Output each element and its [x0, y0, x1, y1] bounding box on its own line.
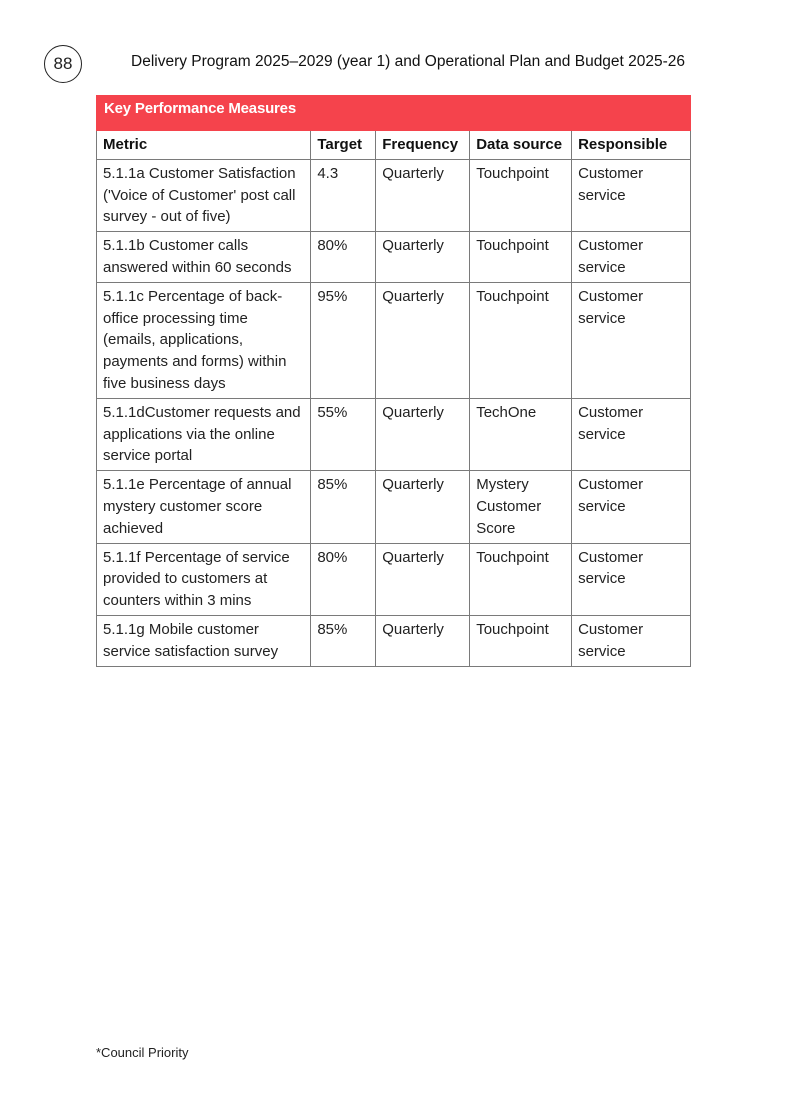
cell-metric: 5.1.1dCustomer requests and applications via the online service portal — [97, 398, 311, 470]
table-banner-row — [97, 96, 691, 131]
cell-responsible: Customer service — [572, 232, 691, 283]
cell-data-source: Touchpoint — [470, 282, 572, 398]
cell-metric: 5.1.1a Customer Satisfaction ('Voice of Customer' post call survey - out of five) — [97, 159, 311, 231]
table-row — [97, 615, 691, 666]
cell-frequency: Quarterly — [376, 615, 470, 666]
cell-frequency: Quarterly — [376, 471, 470, 543]
cell-data-source: Mystery Customer Score — [470, 471, 572, 543]
cell-frequency: Quarterly — [376, 159, 470, 231]
cell-target: 80% — [311, 543, 376, 615]
table-row — [97, 398, 691, 470]
column-header-metric: Metric — [97, 131, 311, 160]
table-row — [97, 159, 691, 231]
cell-responsible: Customer service — [572, 159, 691, 231]
cell-metric: 5.1.1b Customer calls answered within 60 seconds — [97, 232, 311, 283]
cell-target: 95% — [311, 282, 376, 398]
cell-frequency: Quarterly — [376, 232, 470, 283]
cell-target: 80% — [311, 232, 376, 283]
cell-target: 85% — [311, 471, 376, 543]
table-row — [97, 232, 691, 283]
cell-responsible: Customer service — [572, 615, 691, 666]
column-header-data-source: Data source — [470, 131, 572, 160]
column-header-target: Target — [311, 131, 376, 160]
cell-responsible: Customer service — [572, 282, 691, 398]
column-header-responsible: Responsible — [572, 131, 691, 160]
table-header-row — [97, 131, 691, 160]
document-title: Delivery Program 2025–2029 (year 1) and Operational Plan and Budget 2025-26 — [131, 53, 686, 70]
cell-metric: 5.1.1f Percentage of service provided to customers at counters within 3 mins — [97, 543, 311, 615]
cell-metric: 5.1.1g Mobile customer service satisfaction survey — [97, 615, 311, 666]
cell-data-source: Touchpoint — [470, 615, 572, 666]
cell-frequency: Quarterly — [376, 282, 470, 398]
table-row — [97, 543, 691, 615]
table-banner: Key Performance Measures — [97, 96, 691, 131]
cell-data-source: Touchpoint — [470, 543, 572, 615]
page-number-badge — [44, 45, 82, 83]
cell-responsible: Customer service — [572, 471, 691, 543]
cell-target: 85% — [311, 615, 376, 666]
key-performance-measures-table — [96, 95, 691, 667]
cell-frequency: Quarterly — [376, 543, 470, 615]
cell-data-source: TechOne — [470, 398, 572, 470]
table-row — [97, 471, 691, 543]
footnote-council-priority: *Council Priority — [96, 1045, 189, 1060]
cell-data-source: Touchpoint — [470, 232, 572, 283]
cell-frequency: Quarterly — [376, 398, 470, 470]
cell-responsible: Customer service — [572, 543, 691, 615]
cell-metric: 5.1.1e Percentage of annual mystery customer score achieved — [97, 471, 311, 543]
table-row — [97, 282, 691, 398]
cell-data-source: Touchpoint — [470, 159, 572, 231]
cell-target: 55% — [311, 398, 376, 470]
column-header-frequency: Frequency — [376, 131, 470, 160]
cell-metric: 5.1.1c Percentage of back-office processing time (emails, applications, payments and forms) within five business days — [97, 282, 311, 398]
cell-responsible: Customer service — [572, 398, 691, 470]
cell-target: 4.3 — [311, 159, 376, 231]
page-number: 88 — [53, 54, 73, 73]
